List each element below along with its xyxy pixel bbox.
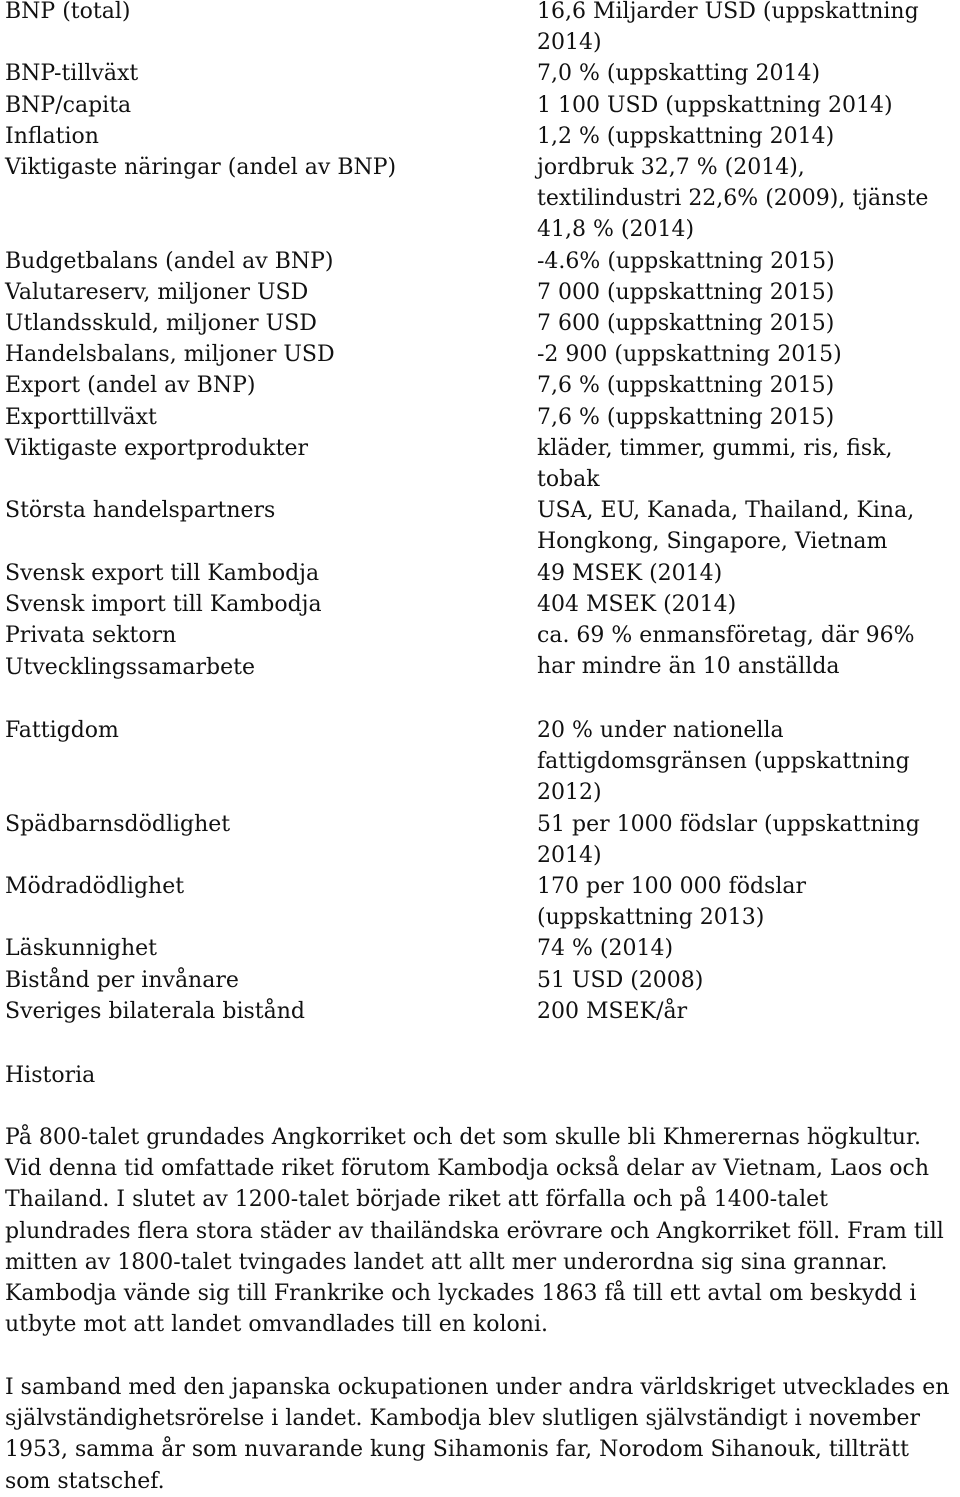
row-label: Valutareserv, miljoner USD [5,279,309,305]
row-label: BNP-tillväxt [5,61,139,87]
table-row [5,715,958,809]
economy-table [5,0,958,682]
row-value: 16,6 Miljarder USD (uppskattning 2014) [537,0,919,56]
row-label: Handelsbalans, miljoner USD [5,342,335,368]
row-value: 20 % under nationella fattigdomsgränsen (uppskattning 2012) [537,718,910,806]
row-label: Sveriges bilaterala bistånd [5,998,305,1024]
row-label: Privata sektorn [5,623,177,649]
row-value: kläder, timmer, gummi, ris, fisk, tobak [537,435,893,493]
table-row [5,871,958,933]
table-row [5,933,958,964]
row-value: 7 000 (uppskattning 2015) [537,279,835,305]
row-label: Exporttillväxt [5,404,157,430]
table-row [5,277,958,308]
row-label: Utlandsskuld, miljoner USD [5,311,317,337]
row-value: 49 MSEK (2014) [537,560,723,586]
row-value: 7,6 % (uppskattning 2015) [537,373,835,399]
table-row [5,90,958,121]
row-label: Fattigdom [5,718,119,743]
row-label: BNP (total) [5,0,131,24]
history-paragraph: På 800-talet grundades Angkorriket och det som skulle bli Khmerernas högkultur. Vid denna tid omfattade riket förutom Kambodja också delar av Vietnam, Laos och Thailand. I slutet av 1200-talet började riket att förfalla och på 1400-talet plundrades flera stora städer av thailändska erövrare och Angkorriket föll. Fram till mitten av 1800-talet tvingades landet att allt mer underordna sig sina grannar. Kambodja vände sig till Frankrike och lyckades 1863 få till ett avtal om beskydd i utbyte mot att landet omvandlades till en koloni. [5,1125,944,1338]
row-label: Största handelspartners [5,498,276,524]
row-value: 404 MSEK (2014) [537,591,737,617]
table-row [5,308,958,339]
row-label: Mödradödlighet [5,874,185,900]
table-row [5,0,958,58]
row-value: 51 USD (2008) [537,967,704,993]
row-label: Budgetbalans (andel av BNP) [5,248,334,274]
row-value: 1,2 % (uppskattning 2014) [537,123,835,149]
table-row [5,246,958,277]
table-row [5,121,958,152]
row-value: USA, EU, Kanada, Thailand, Kina, Hongkong, Singapore, Vietnam [537,498,915,555]
table-row [5,996,958,1027]
row-label: Viktigaste exportprodukter [5,435,309,461]
row-label: BNP/capita [5,92,132,118]
table-row [5,339,958,370]
row-value: 7,0 % (uppskatting 2014) [537,61,821,87]
table-row [5,152,958,246]
row-value: -4.6% (uppskattning 2015) [537,248,835,274]
table-row [5,58,958,89]
table-row [5,965,958,996]
row-value: 51 per 1000 födslar (uppskattning 2014) [537,811,920,868]
row-label: Svensk export till Kambodja [5,560,320,586]
row-label: Bistånd per invånare [5,967,239,993]
row-value: ca. 69 % enmansföretag, där 96% har mindre än 10 anställda [537,623,915,680]
row-value: 7 600 (uppskattning 2015) [537,311,835,337]
table-row [5,809,958,871]
row-label: Export (andel av BNP) [5,373,256,399]
row-label: Inflation [5,123,99,149]
row-label: Spädbarnsdödlighet [5,811,231,837]
row-label: Viktigaste näringar (andel av BNP) [5,155,397,181]
row-value: 1 100 USD (uppskattning 2014) [537,92,893,118]
table-row [5,370,958,401]
table-row [5,558,958,589]
row-value: -2 900 (uppskattning 2015) [537,342,842,368]
table-row [5,433,958,495]
row-value: jordbruk 32,7 % (2014), textilindustri 22,6% (2009), tjänste 41,8 % (2014) [537,155,929,243]
row-value: 7,6 % (uppskattning 2015) [537,404,835,430]
table-row [5,402,958,433]
development-table [5,715,958,1027]
table-row [5,495,958,557]
history-paragraph: I samband med den japanska ockupationen under andra världskriget utvecklades en självständighetsrörelse i landet. Kambodja blev slutligen självständigt i november 1953, samma år som nuvarande kung Sihamonis far, Norodom Sihanouk, tillträtt som statschef. [5,1375,950,1494]
row-label: Svensk import till Kambodja [5,591,322,617]
row-value: 170 per 100 000 födslar (uppskattning 2013) [537,874,806,931]
row-value: 200 MSEK/år [537,998,688,1024]
row-value: 74 % (2014) [537,936,674,962]
section-heading-history: Historia [5,1063,96,1088]
table-row [5,589,958,620]
row-label: Läskunnighet [5,936,158,962]
section-heading-development: Utvecklingssamarbete [5,655,255,680]
